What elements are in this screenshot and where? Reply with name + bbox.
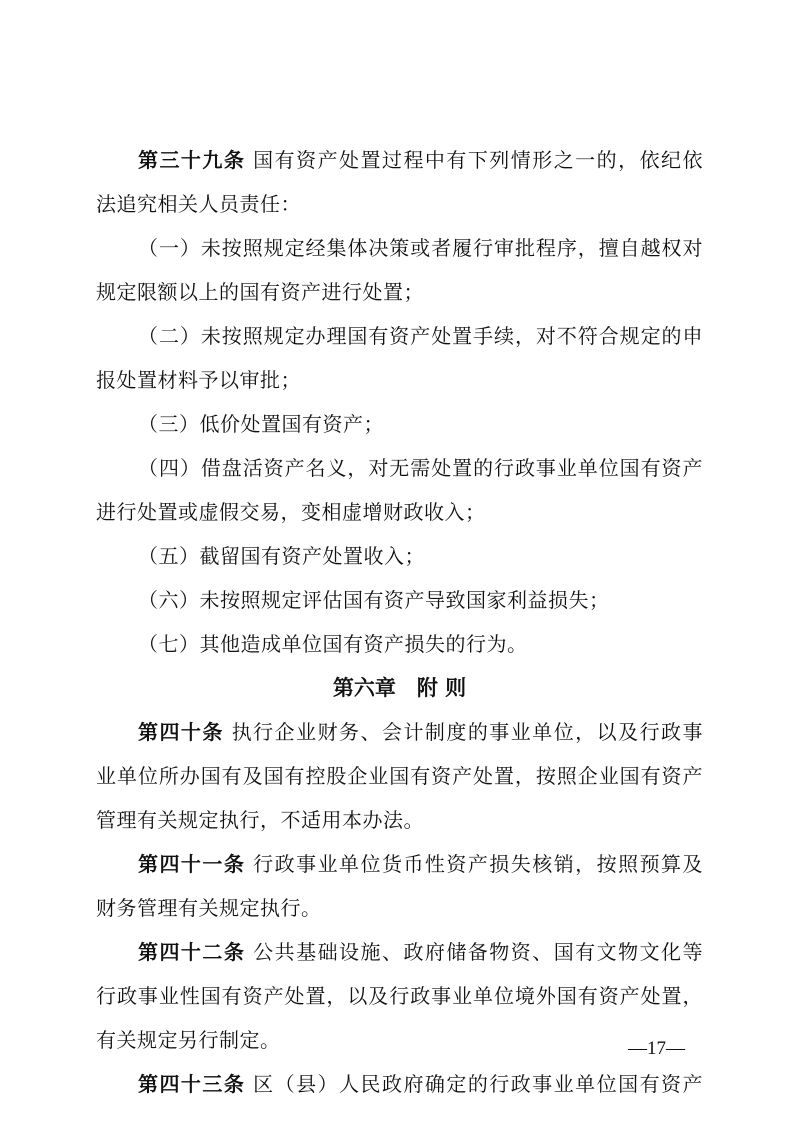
article-39-item-4-line-2: 进行处置或虚假交易，变相虚增财政收入；	[96, 500, 486, 524]
article-39-item-4-line-1: （四）借盘活资产名义，对无需处置的行政事业单位国有资产	[138, 456, 703, 480]
article-39-item-6: （六）未按照规定评估国有资产导致国家利益损失；	[138, 588, 610, 612]
article-43-text-1: 区（县）人民政府确定的行政事业单位国有资产	[253, 1072, 704, 1096]
article-41-line-1	[96, 842, 703, 886]
article-43-title: 第四十三条	[138, 1072, 246, 1096]
article-42-text-1: 公共基础设施、政府储备物资、国有文物文化等	[253, 940, 704, 964]
article-39-line-2: 法追究相关人员责任：	[96, 192, 301, 216]
article-39-item-2-line-2: 报处置材料予以审批；	[96, 368, 301, 392]
article-42-line-2: 行政事业性国有资产处置，以及行政事业单位境外国有资产处置，	[96, 984, 703, 1008]
page-number: —17—	[628, 1038, 685, 1059]
article-40-text-1: 执行企业财务、会计制度的事业单位，以及行政事	[231, 720, 704, 744]
article-39-title: 第三十九条	[138, 148, 246, 172]
article-39-text-1: 国有资产处置过程中有下列情形之一的，依纪依	[253, 148, 704, 172]
article-39-item-1-line-1: （一）未按照规定经集体决策或者履行审批程序，擅自越权对	[138, 236, 703, 260]
article-39-item-2-line-1: （二）未按照规定办理国有资产处置手续，对不符合规定的申	[138, 324, 703, 348]
article-39-item-3: （三）低价处置国有资产；	[138, 412, 384, 436]
article-39-item-7: （七）其他造成单位国有资产损失的行为。	[138, 632, 528, 656]
article-40-title: 第四十条	[138, 720, 224, 744]
article-42-line-3: 有关规定另行制定。	[96, 1028, 281, 1052]
article-41-text-1: 行政事业单位货币性资产损失核销，按照预算及	[253, 852, 704, 876]
article-39-line-1	[96, 138, 703, 182]
article-39-item-1-line-2: 规定限额以上的国有资产进行处置；	[96, 280, 424, 304]
article-43-line-1	[96, 1062, 703, 1106]
article-42-title: 第四十二条	[138, 940, 246, 964]
article-39-item-5: （五）截留国有资产处置收入；	[138, 544, 425, 568]
article-41-title: 第四十一条	[138, 852, 246, 876]
article-40-line-2: 业单位所办国有及国有控股企业国有资产处置，按照企业国有资产	[96, 764, 703, 788]
article-40-line-3: 管理有关规定执行，不适用本办法。	[96, 808, 424, 832]
article-40-line-1	[96, 710, 703, 754]
article-41-line-2: 财务管理有关规定执行。	[96, 896, 322, 920]
chapter-heading: 第六章 附 则	[332, 675, 467, 700]
article-42-line-1	[96, 930, 703, 974]
